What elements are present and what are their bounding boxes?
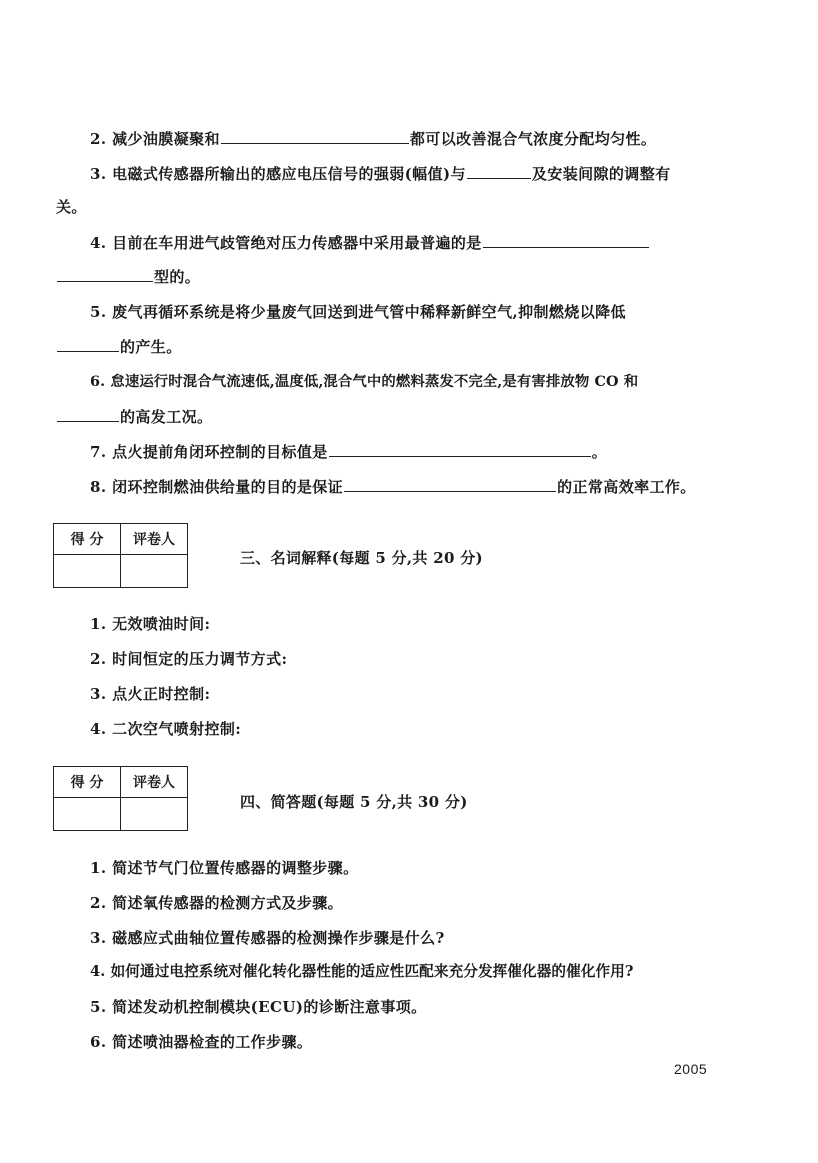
question-8-suffix: 的正常高效率工作。 [557,478,696,496]
section-3-item-2: 2. 时间恒定的压力调节方式: [90,650,288,668]
section-4-item-6: 6. 简述喷油器检查的工作步骤。 [90,1033,313,1051]
question-6-continuation [56,406,212,427]
section-3-title: 三、名词解释(每题 5 分,共 20 分) [240,549,483,567]
answer-blank[interactable] [329,441,591,457]
section-3-item-4: 4. 二次空气喷射控制: [90,720,242,738]
answer-blank[interactable] [57,336,119,352]
question-3-continuation: 关。 [56,198,87,216]
question-7-prefix: 7. 点火提前角闭环控制的目标值是 [90,443,328,461]
section-3-item-1: 1. 无效喷油时间: [90,615,211,633]
question-7-suffix: 。 [591,443,608,461]
section-4-item-4: 4. 如何通过电控系统对催化转化器性能的适应性匹配来充分发挥催化器的催化作用? [90,963,634,980]
section-4-item-2: 2. 简述氧传感器的检测方式及步骤。 [90,894,344,912]
score-cell[interactable] [54,798,121,831]
grader-label: 评卷人 [121,767,188,798]
question-4-continuation [56,266,200,287]
answer-blank[interactable] [221,128,409,144]
question-2-suffix: 都可以改善混合气浓度分配均匀性。 [409,130,657,148]
score-label: 得 分 [54,524,121,555]
question-5-continuation [56,336,182,357]
grader-label: 评卷人 [121,524,188,555]
section-4-item-1: 1. 简述节气门位置传感器的调整步骤。 [90,859,359,877]
answer-blank[interactable] [57,266,153,282]
grader-cell[interactable] [121,555,188,588]
question-2-prefix: 2. 减少油膜凝聚和 [90,130,220,148]
question-7 [90,441,607,462]
question-4 [90,232,650,253]
answer-blank[interactable] [467,163,531,179]
question-6: 6. 怠速运行时混合气流速低,温度低,混合气中的燃料蒸发不完全,是有害排放物 CO 和 [90,373,639,390]
answer-blank[interactable] [483,232,649,248]
section-4-title: 四、简答题(每题 5 分,共 30 分) [240,793,468,811]
question-4-suffix: 型的。 [154,268,201,286]
score-box-section-3 [53,523,188,588]
question-8-prefix: 8. 闭环控制燃油供给量的目的是保证 [90,478,344,496]
question-6-suffix: 的高发工况。 [120,408,213,426]
question-2 [90,128,656,149]
grader-cell[interactable] [121,798,188,831]
score-label: 得 分 [54,767,121,798]
question-3-suffix: 及安装间隙的调整有 [531,165,671,183]
score-cell[interactable] [54,555,121,588]
page-number: 2005 [674,1061,708,1077]
score-box-section-4 [53,766,188,831]
question-8 [90,476,696,497]
question-3 [90,163,671,184]
section-3-item-3: 3. 点火正时控制: [90,685,211,703]
question-5: 5. 废气再循环系统是将少量废气回送到进气管中稀释新鲜空气,抑制燃烧以降低 [90,303,626,321]
question-4-prefix: 4. 目前在车用进气歧管绝对压力传感器中采用最普遍的是 [90,234,482,252]
answer-blank[interactable] [344,476,556,492]
question-3-prefix: 3. 电磁式传感器所输出的感应电压信号的强弱(幅值)与 [90,165,466,183]
section-4-item-3: 3. 磁感应式曲轴位置传感器的检测操作步骤是什么? [90,929,445,947]
question-5-suffix: 的产生。 [120,338,182,356]
section-4-item-5: 5. 简述发动机控制模块(ECU)的诊断注意事项。 [90,998,427,1016]
answer-blank[interactable] [57,406,119,422]
